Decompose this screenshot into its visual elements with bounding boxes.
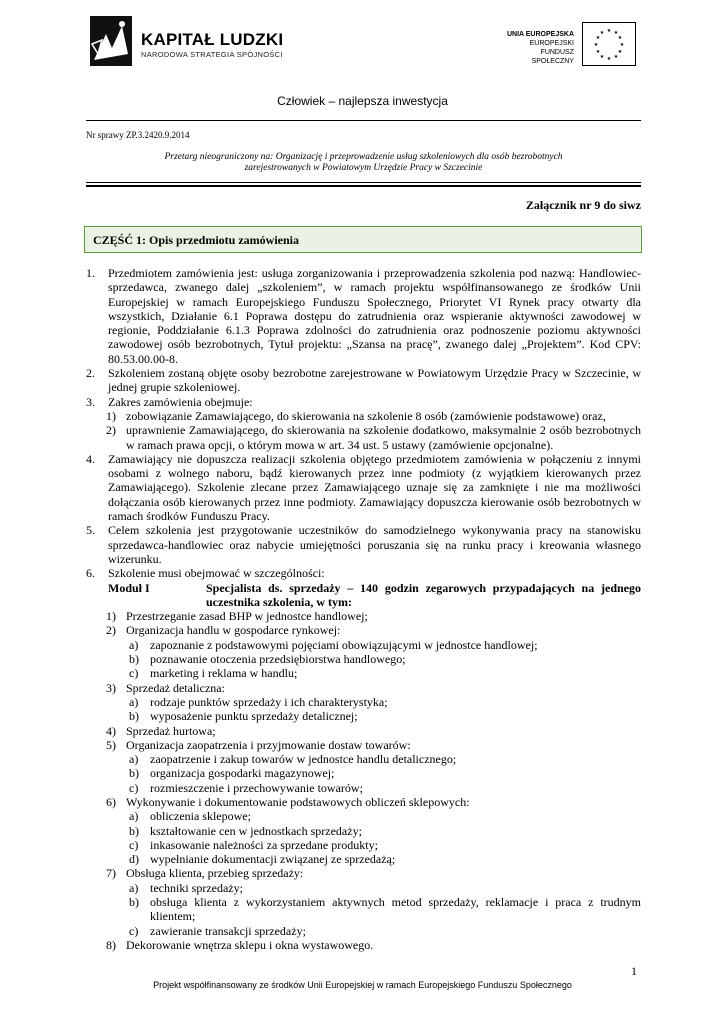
topic-subitem	[86, 781, 641, 795]
svg-text:★: ★	[617, 35, 623, 41]
eu-line-1: UNIA EUROPEJSKA	[506, 31, 574, 38]
topic-subitem	[86, 709, 641, 723]
list-item-text: Szkolenie musi obejmować w szczególności:	[108, 566, 325, 581]
annex-label: Załącznik nr 9 do siwz	[525, 198, 641, 212]
list-item-number: 1.	[86, 266, 95, 280]
footer-text: Projekt współfinansowany ze środków Unii Europejskiej w ramach Europejskiego Funduszu Społecznego	[153, 980, 572, 990]
tender-description	[86, 152, 641, 174]
topic-subitem-number: a)	[129, 752, 139, 767]
topic-subitem-number: b)	[129, 895, 139, 910]
topic-subitem-text: techniki sprzedaży;	[150, 880, 243, 895]
topic-item-text: Wykonywanie i dokumentowanie podstawowych obliczeń sklepowych:	[126, 794, 470, 809]
topic-item-text: Przestrzeganie zasad BHP w jednostce handlowej;	[126, 609, 368, 624]
topic-subitem-text: kształtowanie cen w jednostkach sprzedaży;	[150, 823, 362, 838]
module-label: Moduł I	[108, 580, 150, 595]
list-item-text: Przedmiotem zamówienia jest: usługa zorganizowania i przeprowadzenia szkolenia pod nazwą: Handlowiec-sprzedawca, zwanego dalej „szkoleniem”, w ramach projektu współfinansowanego ze środków Unii Europejskiej w ramach Europejskiego Funduszu Społecznego, Priorytet VI Rynek pracy otwarty dla wszystkich, Działanie 6.1 Poprawa dostępu do zatrudnienia oraz wspieranie aktywności zawodowej w regionie, Poddziałanie 6.1.3 Poprawa zdolności do zatrudnienia oraz podnoszenie poziomu aktywności zawodowej osób bezrobotnych, Tytuł projektu: „Szansa na pracę”, zwanego dalej „Projektem”. Kod CPV: 80.53.00.00-8.	[108, 266, 641, 366]
topic-item-text: Sprzedaż hurtowa;	[126, 723, 216, 738]
svg-text:★: ★	[606, 28, 612, 34]
topic-subitem-number: b)	[129, 766, 139, 781]
topic-item	[86, 609, 641, 623]
topic-item	[86, 681, 641, 695]
topic-subitem	[86, 638, 641, 652]
topic-subitem	[86, 695, 641, 709]
list-item-text: Zamawiający nie dopuszcza realizacji szkolenia objętego przedmiotem zamówienia w połączeniu z innymi osobami z wolnego naboru, bądź kierowanych przez inne podmioty (z wyjątkiem kierowanych przez Zamawiającego). Szkolenie zlecane przez Zamawiającego uznaje się za zamknięte i nie ma możliwości dołączania osób kierowanych przez inne podmioty. Zamawiający dopuszcza kierowanie osób bezrobotnych w ramach środków Funduszu Pracy.	[108, 451, 641, 524]
topic-item-number: 2)	[106, 623, 116, 638]
page-number: 1	[631, 964, 637, 978]
list-item-number: 2.	[86, 366, 95, 381]
topic-subitem-text: rodzaje punktów sprzedaży i ich charakterystyka;	[150, 694, 388, 709]
logo-title: KAPITAŁ LUDZKI	[141, 30, 284, 49]
tender-line-1: Przetarg nieograniczony na: Organizację i przeprowadzenie usług szkoleniowych dla osób bezrobotnych	[164, 152, 563, 162]
list-item-number: 3.	[86, 394, 95, 409]
eu-line-3: FUNDUSZ SPOŁECZNY	[531, 49, 574, 65]
svg-text:★: ★	[599, 54, 605, 60]
svg-text:★: ★	[595, 49, 601, 55]
topic-item-number: 6)	[106, 794, 116, 809]
list-item	[86, 566, 641, 580]
topic-item	[86, 724, 641, 738]
header-divider	[86, 120, 641, 121]
module-heading	[86, 581, 641, 610]
tender-divider-thin	[86, 182, 641, 183]
topic-item-number: 5)	[106, 737, 116, 752]
topic-item-number: 3)	[106, 680, 116, 695]
topic-subitem-text: poznawanie otoczenia przedsiębiorstwa handlowego;	[150, 652, 406, 667]
topic-subitem	[86, 752, 641, 766]
topic-item-number: 8)	[106, 937, 116, 952]
topic-subitem	[86, 838, 641, 852]
list-item	[86, 523, 641, 566]
topic-subitem-number: a)	[129, 880, 139, 895]
list-item-number: 5.	[86, 523, 95, 538]
list-item-text: Zakres zamówienia obejmuje:	[108, 394, 253, 409]
topic-subitem-number: a)	[129, 694, 139, 709]
topic-subitem	[86, 824, 641, 838]
topic-subitem	[86, 924, 641, 938]
document-body	[86, 266, 641, 952]
topic-subitem-text: organizacja gospodarki magazynowej;	[150, 766, 335, 781]
svg-text:★: ★	[599, 30, 605, 36]
topic-subitem-text: marketing i reklama w handlu;	[150, 666, 298, 681]
topic-subitem-number: b)	[129, 823, 139, 838]
case-number: Nr sprawy ZP.3.2420.9.2014	[86, 130, 190, 140]
kapital-ludzki-logo-icon	[86, 14, 134, 68]
topic-item-text: Organizacja zaopatrzenia i przyjmowanie dostaw towarów:	[126, 737, 411, 752]
topic-subitem-number: b)	[129, 652, 139, 667]
topic-subitem	[86, 766, 641, 780]
topic-item-number: 4)	[106, 723, 116, 738]
topic-item-text: Obsługa klienta, przebieg sprzedaży:	[126, 866, 304, 881]
topic-item-text: Organizacja handlu w gospodarce rynkowej:	[126, 623, 341, 638]
scope-item-text: uprawnienie Zamawiającego, do skierowania na szkolenie dodatkowo, maksymalnie 2 osób bezrobotnych w ramach prawa opcji, o którym mowa w art. 34 ust. 5 ustawy (zamówienie opcjonalne).	[126, 423, 641, 452]
list-item	[86, 266, 641, 366]
svg-text:★: ★	[613, 30, 619, 36]
list-item-text: Celem szkolenia jest przygotowanie uczestników do samodzielnego wykonywania pracy na stanowisku sprzedawca-handlowiec oraz nabycie umiejętności poruszania się na runku pracy i kreowania własnego wizerunku.	[108, 523, 641, 566]
topic-subitem-text: zaopatrzenie i zakup towarów w jednostce handlu detalicznego;	[150, 752, 457, 767]
svg-text:★: ★	[617, 49, 623, 55]
topic-subitem	[86, 852, 641, 866]
part-title-box	[84, 226, 642, 253]
topic-subitem-text: wyposażenie punktu sprzedaży detalicznej;	[150, 709, 358, 724]
tender-line-2: zarejestrowanych w Powiatowym Urzędzie Pracy w Szczecinie	[244, 163, 483, 173]
topic-item	[86, 623, 641, 637]
list-item	[86, 452, 641, 523]
topic-subitem-number: a)	[129, 809, 139, 824]
svg-text:★: ★	[619, 42, 625, 48]
topic-subitem-text: inkasowanie należności za sprzedane produkty;	[150, 837, 378, 852]
scope-item	[86, 409, 641, 423]
module-title: Specjalista ds. sprzedaży – 140 godzin zegarowych przypadających na jednego uczestnika szkolenia, w tym:	[206, 580, 641, 609]
logo-subtitle: NARODOWA STRATEGIA SPÓJNOŚCI	[141, 50, 283, 59]
topic-item-number: 1)	[106, 609, 116, 624]
eu-line-2: EUROPEJSKI	[529, 40, 574, 47]
topic-subitem-text: rozmieszczenie i przechowywanie towarów;	[150, 780, 363, 795]
topic-subitem-text: zawieranie transakcji sprzedaży;	[150, 923, 306, 938]
topic-subitem-number: c)	[129, 780, 139, 795]
topic-subitem	[86, 881, 641, 895]
list-item-number: 6.	[86, 566, 95, 581]
topic-item	[86, 938, 641, 952]
list-item	[86, 395, 641, 409]
topic-subitem	[86, 895, 641, 924]
topic-subitem-number: c)	[129, 923, 139, 938]
scope-item-number: 1)	[106, 408, 116, 423]
tender-divider-thick	[86, 185, 641, 187]
topic-item-text: Sprzedaż detaliczna:	[126, 680, 225, 695]
topic-item-text: Dekorowanie wnętrza sklepu i okna wystawowego.	[126, 937, 374, 952]
topic-item	[86, 738, 641, 752]
part-title: CZĘŚĆ 1: Opis przedmiotu zamówienia	[93, 233, 300, 247]
scope-item-number: 2)	[106, 423, 116, 438]
topic-subitem-number: d)	[129, 852, 139, 867]
eu-text-block	[498, 30, 574, 66]
svg-text:★: ★	[606, 56, 612, 62]
list-item-text: Szkoleniem zostaną objęte osoby bezrobotne zarejestrowane w Powiatowym Urzędzie Pracy w Szczecinie, w jednej grupie szkoleniowej.	[108, 366, 641, 395]
eu-flag-icon	[582, 22, 636, 66]
motto: Człowiek – najlepsza inwestycja	[277, 94, 448, 108]
topic-item	[86, 795, 641, 809]
topic-subitem-number: c)	[129, 837, 139, 852]
topic-subitem	[86, 666, 641, 680]
topic-item	[86, 866, 641, 880]
topic-subitem-number: c)	[129, 666, 139, 681]
list-item-number: 4.	[86, 451, 95, 466]
topic-subitem-text: zapoznanie z podstawowymi pojęciami obowiązującymi w jednostce handlowej;	[150, 637, 538, 652]
scope-item	[86, 423, 641, 452]
scope-item-text: zobowiązanie Zamawiającego, do skierowania na szkolenie 8 osób (zamówienie podstawowe) oraz,	[126, 408, 606, 423]
topic-item-number: 7)	[106, 866, 116, 881]
topic-subitem	[86, 809, 641, 823]
topic-subitem-text: obsługa klienta z wykorzystaniem aktywnych metod sprzedaży, reklamacje i praca z trudnym klientem;	[150, 895, 641, 924]
svg-text:★: ★	[595, 35, 601, 41]
topic-subitem-number: a)	[129, 637, 139, 652]
topic-subitem-text: obliczenia sklepowe;	[150, 809, 251, 824]
list-item	[86, 366, 641, 395]
topic-subitem	[86, 652, 641, 666]
svg-text:★: ★	[593, 42, 599, 48]
svg-text:★: ★	[613, 54, 619, 60]
topic-subitem-number: b)	[129, 709, 139, 724]
topic-subitem-text: wypełnianie dokumentacji związanej ze sprzedażą;	[150, 852, 396, 867]
